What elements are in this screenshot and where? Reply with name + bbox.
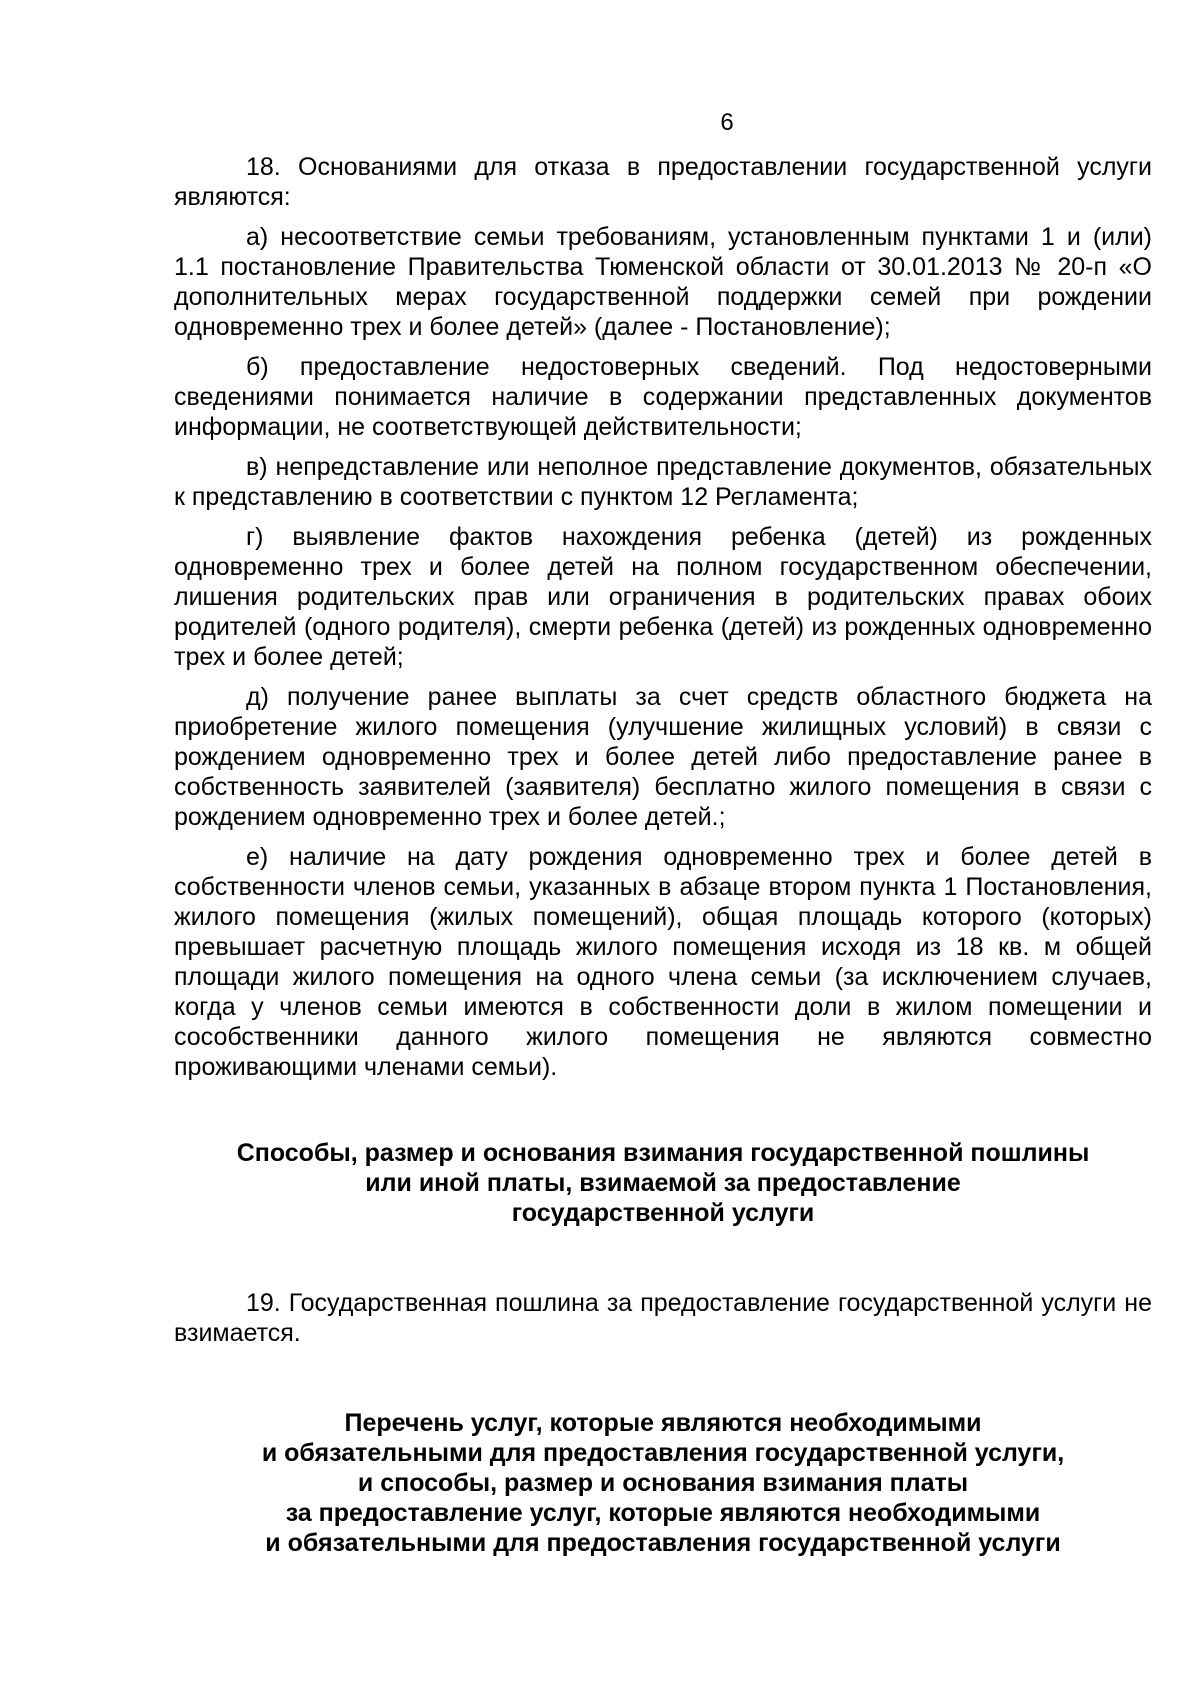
- paragraph-18-d: д) получение ранее выплаты за счет средств областного бюджета на приобретение жилого помещения (улучшение жилищных условий) в связи с рождением одновременно трех и более детей либо предоставление ранее в собственность заявителей (заявителя) бесплатно жилого помещения в связи с рождением одновременно трех и более детей.;: [174, 683, 1152, 831]
- paragraph-18-e: е) наличие на дату рождения одновременно трех и более детей в собственности членов семьи, указанных в абзаце втором пункта 1 Постановления, жилого помещения (жилых помещений), общая площадь которого (которых) превышает расчетную площадь жилого помещения исходя из 18 кв. м общей площади жилого помещения на одного члена семьи (за исключением случаев, когда у членов семьи имеются в собственности доли в жилом помещении и сособственники данного жилого помещения не являются совместно проживающими членами семьи).: [174, 843, 1152, 1081]
- paragraph-18-g: г) выявление фактов нахождения ребенка (детей) из рожденных одновременно трех и более детей на полном государственном обеспечении, лишения родительских прав или ограничения в родительских правах обоих родителей (одного родителя), смерти ребенка (детей) из рожденных одновременно трех и более детей;: [174, 523, 1152, 671]
- paragraph-18-b: б) предоставление недостоверных сведений. Под недостоверными сведениями понимается наличие в содержании представленных документов информации, не соответствующей действительности;: [174, 353, 1152, 441]
- paragraph-18-v: в) непредставление или неполное представление документов, обязательных к представлению в соответствии с пунктом 12 Регламента;: [174, 453, 1152, 511]
- section-heading-fees: Способы, размер и основания взимания государственной пошлины или иной платы, взимаемой за предоставление государственной услуги: [236, 1139, 1090, 1227]
- paragraph-19: 19. Государственная пошлина за предоставление государственной услуги не взимается.: [174, 1289, 1152, 1347]
- section-heading-required-services: Перечень услуг, которые являются необходимыми и обязательными для предоставления государственной услуги, и способы, размер и основания взимания платы за предоставление услуг, которые являются необходимыми и обязательными для предоставления государственной услуги: [261, 1409, 1065, 1557]
- paragraph-18: 18. Основаниями для отказа в предоставлении государственной услуги являются:: [174, 153, 1152, 211]
- paragraph-18-a: а) несоответствие семьи требованиям, установленным пунктами 1 и (или) 1.1 постановление Правительства Тюменской области от 30.01.2013 № 20-п «О дополнительных мерах государственной поддержки семей при рождении одновременно трех и более детей» (далее - Постановление);: [174, 223, 1152, 341]
- page-number: 6: [720, 109, 734, 136]
- document-page: [174, 108, 1152, 1558]
